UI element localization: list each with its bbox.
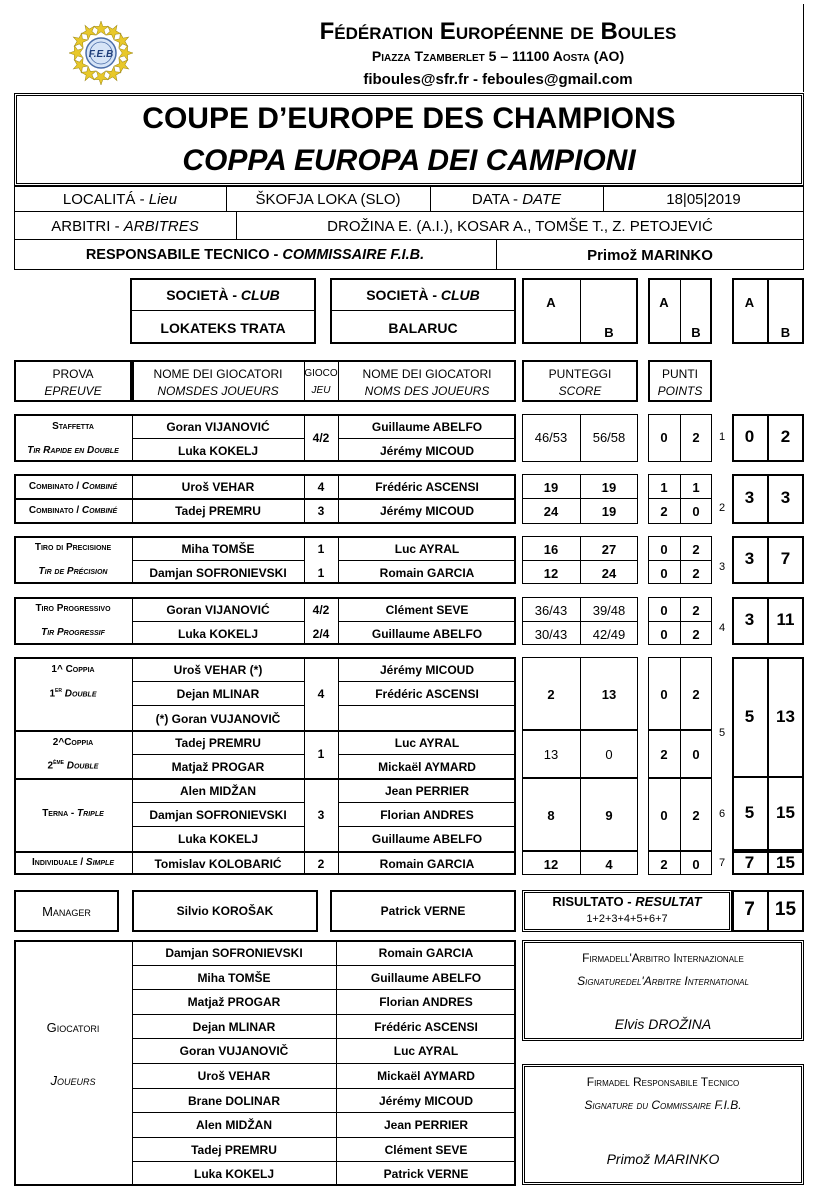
roster-player-a: Uroš VEHAR (197, 1069, 271, 1083)
org-emails[interactable]: fiboules@sfr.fr - feboules@gmail.com (363, 71, 633, 88)
club-a-label: SOCIETÀ - CLUB (166, 287, 280, 303)
coppia2-label-fr: 2ème Double (47, 759, 99, 772)
club-a-name: LOKATEKS TRATA (160, 320, 286, 336)
coppia1-label-fr: 1er Double (49, 687, 97, 700)
roster-player-a: Miha TOMŠE (197, 970, 271, 985)
terna-label: Terna - Triple (42, 808, 104, 819)
roster-player-b: Luc AYRAL (393, 1044, 459, 1059)
org-address: Piazza Tzamberlet 5 – 11100 Aosta (AO) (371, 48, 625, 64)
localita-label: LOCALITÁ - Lieu (62, 191, 178, 208)
roster-player-b: Romain GARCIA (378, 946, 474, 960)
roster-player-b: Frédéric ASCENSI (374, 1019, 478, 1034)
roster-player-b: Mickaël AYMARD (377, 1069, 475, 1083)
resp-value: Primož MARINKO (587, 247, 713, 264)
roster-player-a: Luka KOKELJ (193, 1167, 274, 1182)
feb-logo (66, 18, 136, 88)
risultato-label: RISULTATO - RESULTAT (552, 894, 702, 909)
roster-player-a: Alen MIDŽAN (196, 1118, 272, 1133)
title-line-it: COPPA EUROPA DEI CAMPIONI (182, 144, 636, 177)
data-label: DATA - DATE (471, 191, 562, 208)
svg-text:F.E.B: F.E.B (88, 49, 114, 60)
arbitri-value: DROŽINA E. (A.I.), KOSAR A., TOMŠE T., Z. PETOJEVIĆ (327, 218, 713, 235)
roster-player-b: Florian ANDRES (379, 995, 473, 1010)
localita-value: ŠKOFJA LOKA (SLO) (255, 191, 401, 208)
roster-player-a: Tadej PREMRU (191, 1142, 277, 1157)
club-b-name: BALARUC (388, 320, 458, 336)
roster-player-a: Matjaž PROGAR (187, 995, 281, 1010)
roster-player-a: Damjan SOFRONIEVSKI (165, 946, 303, 960)
combinato-label-1: Combinato / Combiné (28, 481, 118, 492)
roster-player-a: Brane DOLINAR (187, 1093, 280, 1108)
roster-player-b: Clément SEVE (384, 1142, 468, 1157)
feb-star-circle-icon (66, 18, 136, 88)
combinato-label-2: Combinato / Combiné (28, 505, 118, 516)
roster-player-b: Patrick VERNE (383, 1167, 469, 1182)
roster-player-a: Goran VUJANOVIČ (179, 1044, 289, 1059)
data-value: 18|05|2019 (666, 191, 741, 208)
club-b-label: SOCIETÀ - CLUB (366, 287, 480, 303)
signature-arbitre-name: Elvis DROŽINA (614, 1016, 712, 1032)
individuale-label: Individuale / Simple (32, 857, 114, 868)
resp-label: RESPONSABILE TECNICO - COMMISSAIRE F.I.B. (85, 247, 425, 263)
signature-resp-name: Primož MARINKO (606, 1151, 720, 1167)
roster-player-b: Jean PERRIER (383, 1118, 469, 1133)
arbitri-label: ARBITRI - ARBITRES (51, 218, 199, 235)
roster-player-b: Jérémy MICOUD (378, 1093, 474, 1108)
roster-player-a: Dejan MLINAR (192, 1019, 276, 1034)
roster-player-b: Guillaume ABELFO (370, 970, 482, 985)
title-line-fr: COUPE D’EUROPE DES CHAMPIONS (142, 102, 676, 135)
org-name: Fédération Européenne de Boules (319, 18, 677, 45)
